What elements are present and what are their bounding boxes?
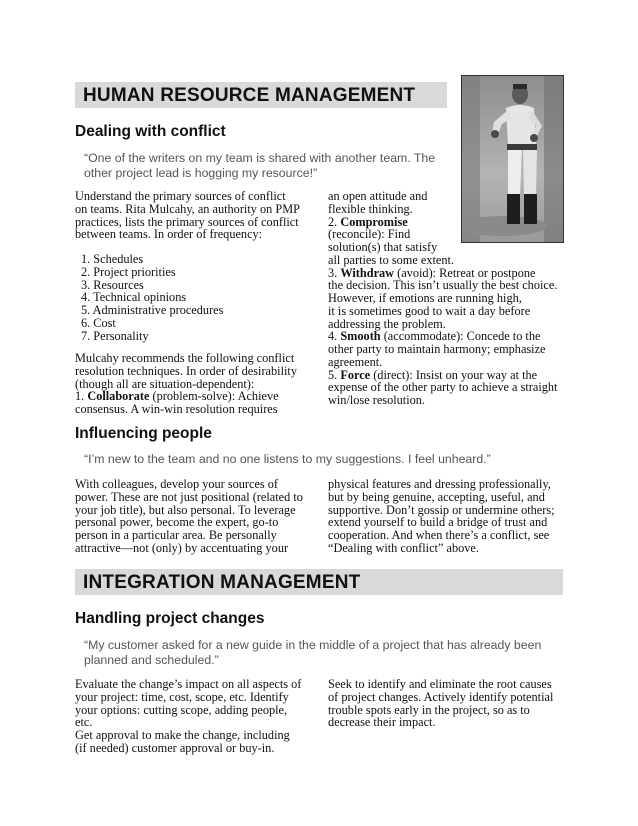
changes-left-column: Evaluate the change’s impact on all aspects of your project: time, cost, scope, etc. Identify your options: cutting scope, adding people, etc. Get approval to make the change, including (if needed) customer approval or buy-in. [75, 677, 302, 755]
list-item: 5. Administrative procedures [81, 303, 224, 317]
smooth-number: 4. [328, 329, 338, 344]
conflict-techniques-intro [75, 352, 325, 416]
conflict-sources-list [81, 253, 321, 342]
list-item: 2. Project priorities [81, 264, 176, 279]
heading-influencing-people: Influencing people [75, 425, 212, 442]
influence-left-column: With colleagues, develop your sources of power. These are not just positional (related to your job title), but also personal. To leverage personal power, become the expert, go-to person in a particular area. Be personally attractive—not (only) by accentuating your [75, 477, 303, 555]
heading-dealing-with-conflict: Dealing with conflict [75, 123, 226, 140]
force-number: 5. [328, 367, 338, 382]
force-text: (direct): Insist on your way at the expense of the other party to achieve a straight win/lose resolution. [328, 367, 558, 407]
collaborate-number: 1. [75, 389, 85, 404]
quote-project-changes: “My customer asked for a new guide in the middle of a project that has already been planned and scheduled.” [84, 638, 542, 667]
conflict-right-column [328, 190, 568, 407]
compromise-text: (reconcile): Find solution(s) that satisfy all parties to some extent. [328, 227, 455, 267]
section-title-hr: HUMAN RESOURCE MANAGEMENT [83, 85, 416, 106]
list-item: 7. Personality [81, 328, 149, 343]
conflict-intro: Understand the primary sources of conflict on teams. Rita Mulcahy, an authority on PMP practices, lists the primary sources of conflict between teams. In order of frequency: [75, 189, 300, 242]
collaborate-continued: an open attitude and flexible thinking. [328, 189, 428, 216]
compromise-number: 2. [328, 214, 338, 229]
list-item: 1. Schedules [81, 252, 144, 266]
withdraw-text: (avoid): Retreat or postpone the decision. This isn’t usually the best choice. However, if emotions are running high, it is sometimes good to wait a day before addressing the problem. [328, 265, 558, 331]
withdraw-number: 3. [328, 265, 338, 280]
collaborate-label: Collaborate [87, 389, 150, 404]
section-title-integration: INTEGRATION MANAGEMENT [83, 572, 361, 593]
compromise-label: Compromise [340, 214, 408, 229]
smooth-text: (accommodate): Concede to the other party to maintain harmony; emphasize agreement. [328, 329, 546, 369]
withdraw-label: Withdraw [340, 265, 395, 280]
smooth-label: Smooth [340, 329, 381, 344]
section-banner-integration [75, 569, 563, 595]
heading-handling-project-changes: Handling project changes [75, 610, 265, 627]
list-item: 3. Resources [81, 277, 144, 292]
quote-conflict: “One of the writers on my team is shared with another team. The other project lead is hogging my resource!” [84, 151, 436, 180]
influence-right-column: physical features and dressing professionally, but by being genuine, accepting, useful, and supportive. Don’t gossip or undermine others; extend yourself to build a bridge of trust and cooperation. And when there’s a conflict, see “Dealing with conflict” above. [328, 477, 555, 555]
list-item: 6. Cost [81, 315, 116, 330]
quote-influence: “I’m new to the team and no one listens to my suggestions. I feel unheard.” [84, 452, 491, 466]
changes-right-column: Seek to identify and eliminate the root causes of project changes. Actively identify potential trouble spots early in the project, so as to decrease their impact. [328, 677, 554, 730]
list-item: 4. Technical opinions [81, 290, 187, 305]
section-banner-hr [75, 82, 447, 108]
collaborate-text: (problem-solve): Achieve consensus. A win-win resolution requires [75, 389, 279, 416]
force-label: Force [340, 367, 371, 382]
techniques-intro-text: Mulcahy recommends the following conflict resolution techniques. In order of desirability (though all are situation-dependent): [75, 351, 297, 391]
